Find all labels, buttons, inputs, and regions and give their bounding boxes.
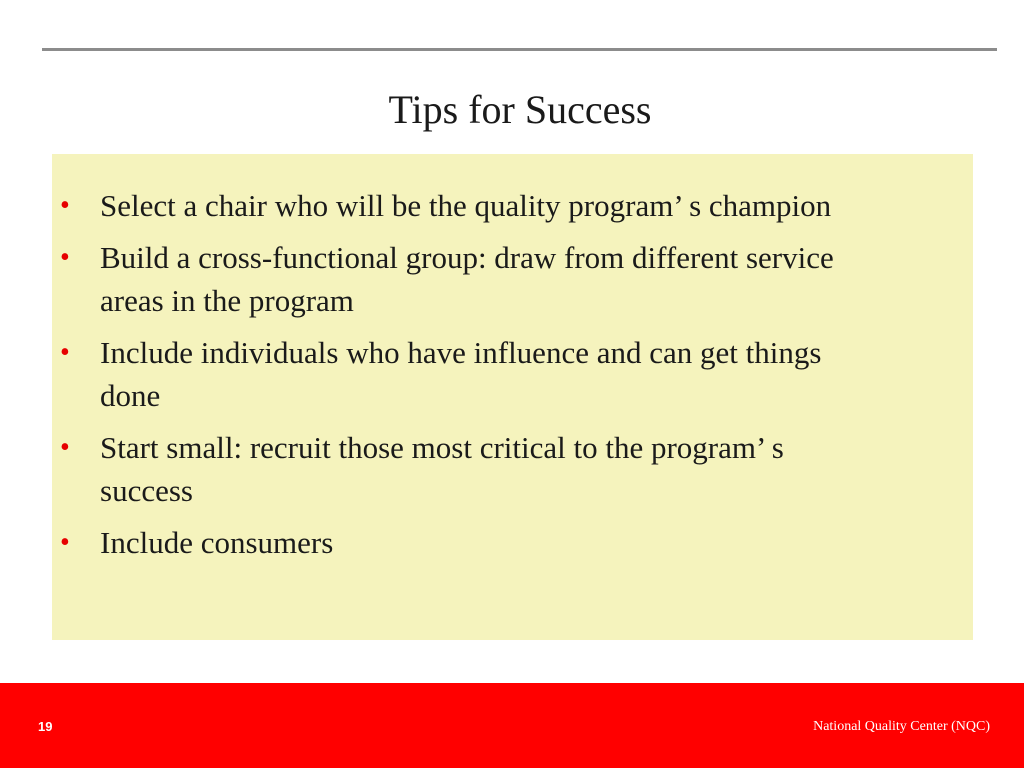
bullet-text: Build a cross-functional group: draw from different service areas in the program (100, 240, 834, 318)
top-divider (42, 48, 997, 51)
bullet-icon: • (60, 337, 70, 368)
bullet-item (52, 331, 872, 417)
bullet-text: Select a chair who will be the quality program’ s champion (100, 188, 832, 223)
organization-name: National Quality Center (NQC) (813, 719, 990, 734)
bullet-text: Include individuals who have influence and can get things done (100, 335, 822, 413)
bullet-text: Start small: recruit those most critical to the program’ s success (100, 430, 784, 508)
bullet-icon: • (60, 432, 70, 463)
bullet-icon: • (60, 527, 70, 558)
bullet-text: Include consumers (100, 525, 334, 560)
bullet-item (52, 426, 872, 512)
bullet-icon: • (60, 242, 70, 273)
slide-title: Tips for Success (388, 87, 652, 132)
page-number: 19 (38, 719, 53, 734)
bullet-item (52, 236, 872, 322)
footer-bar (0, 683, 1024, 768)
bullet-list (52, 184, 872, 573)
content-box (52, 154, 973, 640)
bullet-item (52, 184, 872, 227)
bullet-item (52, 521, 872, 564)
bullet-icon: • (60, 190, 70, 221)
